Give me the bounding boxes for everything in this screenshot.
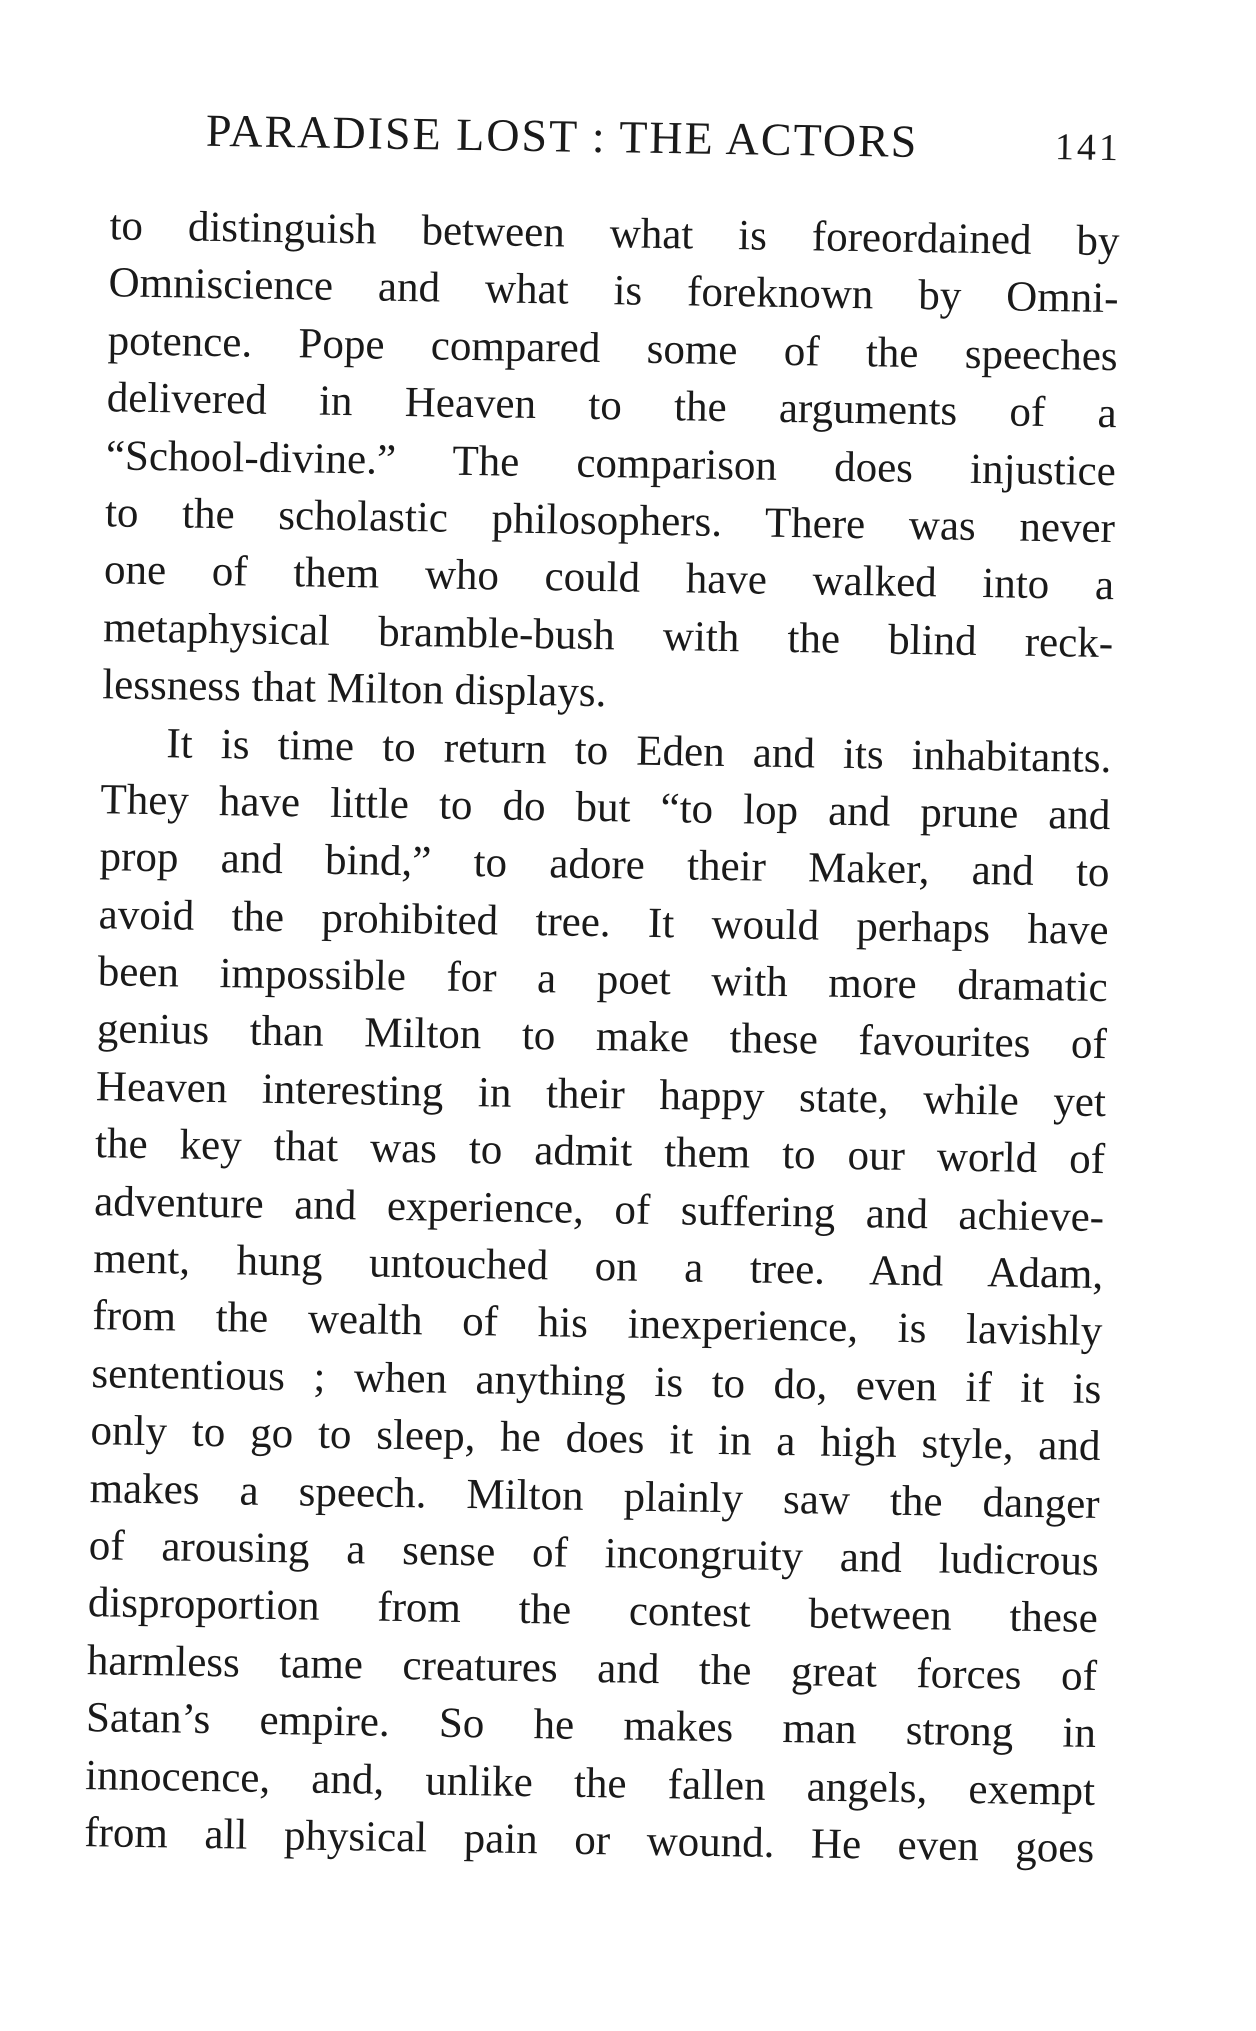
text-line: adventure and experience, of suffering and achieve- xyxy=(93,1177,1105,1241)
text-line: innocence, and, unlike the fallen angels, exempt xyxy=(84,1751,1096,1815)
text-line: ment, hung untouched on a tree. And Adam, xyxy=(92,1235,1104,1299)
text-line: one of them who could have walked into a xyxy=(103,546,1115,610)
text-line: from all physical pain or wound. He even goes xyxy=(83,1809,1095,1872)
text-line: delivered in Heaven to the arguments of a xyxy=(106,374,1118,438)
running-title: PARADISE LOST : THE ACTORS xyxy=(205,104,919,167)
text-line: They have little to do but “to lop and prune and xyxy=(100,776,1111,839)
page-number: 141 xyxy=(1054,126,1122,170)
text-line: disproportion from the contest between these xyxy=(87,1579,1099,1643)
text-line: the key that was to admit them to our world of xyxy=(94,1120,1106,1184)
text-line: of arousing a sense of incongruity and ludicrous xyxy=(88,1522,1100,1585)
text-line: It is time to return to Eden and its inhabitants. xyxy=(166,719,1112,782)
text-line: harmless tame creatures and the great forces of xyxy=(86,1636,1098,1700)
text-line: lessness that Milton displays. xyxy=(101,661,607,717)
text-line: prop and bind,” to adore their Maker, and to xyxy=(99,833,1110,897)
text-line: from the wealth of his inexperience, is lavishly xyxy=(92,1292,1103,1356)
text-line: “School-divine.” The comparison does injustice xyxy=(105,431,1117,495)
text-line: metaphysical bramble-bush with the blind reck- xyxy=(102,603,1114,667)
text-line: to the scholastic philosophers. There was never xyxy=(104,489,1116,553)
text-line: Omniscience and what is foreknown by Omni- xyxy=(108,259,1119,323)
text-line: been impossible for a poet with more dramatic xyxy=(97,948,1109,1012)
text-line: makes a speech. Milton plainly saw the danger xyxy=(89,1464,1100,1528)
text-line: only to go to sleep, he does it in a high style, and xyxy=(90,1407,1101,1471)
text-line: Heaven interesting in their happy state, while yet xyxy=(95,1063,1107,1126)
text-line: Satan’s empire. So he makes man strong in xyxy=(85,1694,1097,1758)
text-line: to distinguish between what is foreordained by xyxy=(109,202,1120,266)
text-line: avoid the prohibited tree. It would perhaps have xyxy=(98,890,1109,954)
body-text xyxy=(84,197,1120,1877)
running-header xyxy=(206,104,1122,171)
text-line: genius than Milton to make these favourites of xyxy=(96,1005,1108,1069)
text-line: sententious ; when anything is to do, even if it is xyxy=(91,1349,1102,1413)
text-line: potence. Pope compared some of the speeches xyxy=(107,317,1118,380)
